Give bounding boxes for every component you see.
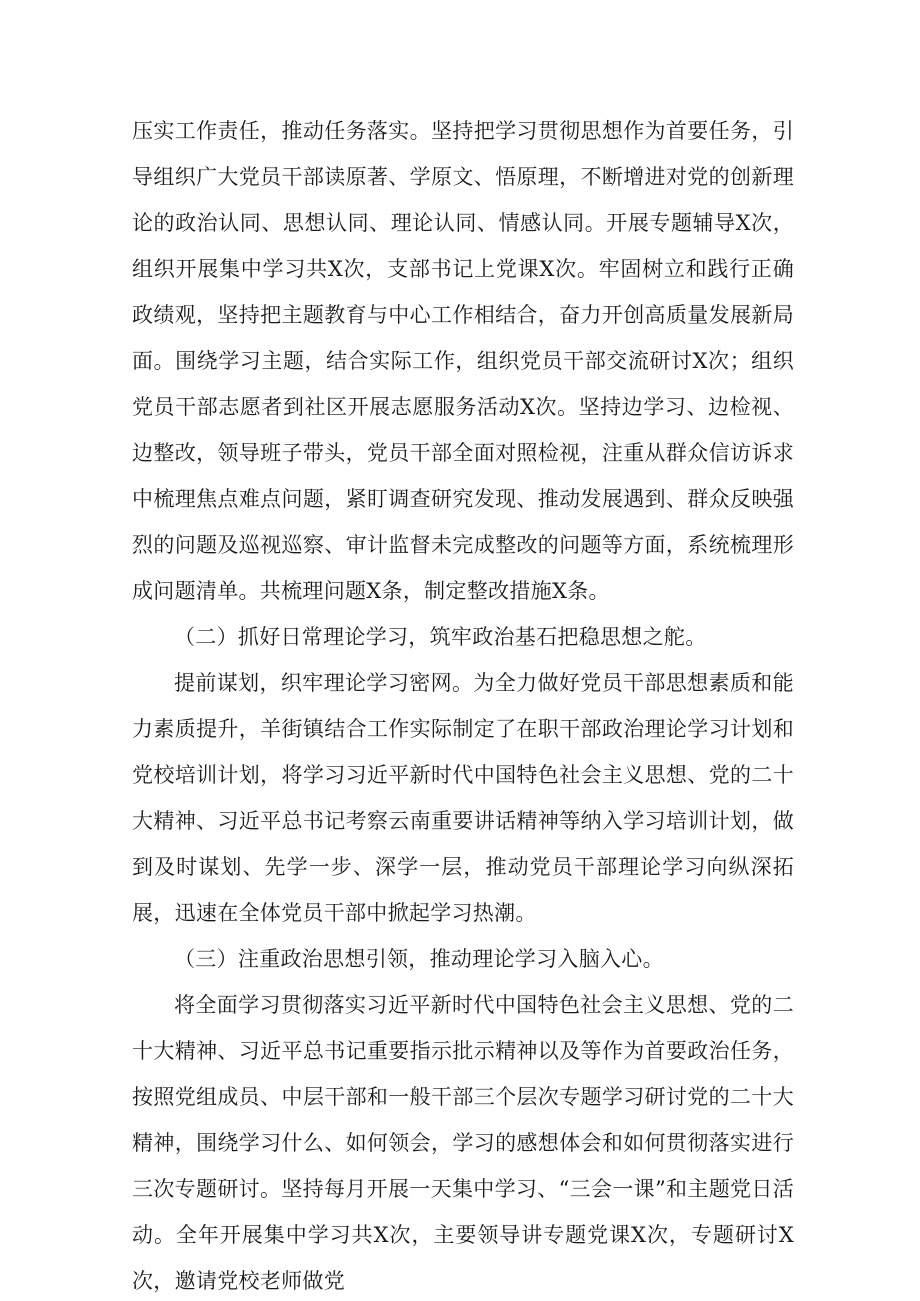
section-heading-3: （三）注重政治思想引领，推动理论学习入脑入心。 bbox=[174, 947, 664, 971]
paragraph-responsibility: 压实工作责任，推动任务落实。坚持把学习贯彻思想作为首要任务，引导组织广大党员干部读原著、学原文、悟原理，不断增进对党的创新理论的政治认同、思想认同、理论认同、情感认同。开展专题辅导X次，组织开展集中学习共X次，支部书记上党课X次。牢固树立和践行正确政绩观，坚持把主题教育与中心工作相结合，奋力开创高质量发展新局面。围绕学习主题，结合实际工作，组织党员干部交流研讨X次；组织党员干部志愿者到社区开展志愿服务活动X次。坚持边学习、边检视、边整改，领导班子带头，党员干部全面对照检视，注重从群众信访诉求中梳理焦点难点问题，紧盯调查研究发现、推动发展遇到、群众反映强烈的问题及巡视巡察、审计监督未完成整改的问题等方面，系统梳理形成问题清单。共梳理问题X条，制定整改措施X条。 bbox=[132, 119, 794, 603]
paragraph-political-guidance: 将全面学习贯彻落实习近平新时代中国特色社会主义思想、党的二十大精神、习近平总书记重要指示批示精神以及等作为首要政治任务，按照党组成员、中层干部和一般干部三个层次专题学习研讨党的二十大精神，围绕学习什么、如何领会，学习的感想体会和如何贯彻落实进行三次专题研讨。坚持每月开展一天集中学习、“三会一课”和主题党日活动。全年开展集中学习共X次，主要领导讲专题党课X次，专题研讨X次，邀请党校老师做党 bbox=[132, 993, 794, 1293]
document-body bbox=[132, 108, 794, 1301]
paragraph-planning: 提前谋划，织牢理论学习密网。为全力做好党员干部思想素质和能力素质提升，羊街镇结合工作实际制定了在职干部政治理论学习计划和党校培训计划，将学习习近平新时代中国特色社会主义思想、党的二十大精神、习近平总书记考察云南重要讲话精神等纳入学习培训计划，做到及时谋划、先学一步、深学一层，推动党员干部理论学习向纵深拓展，迅速在全体党员干部中掀起学习热潮。 bbox=[132, 671, 794, 925]
section-heading-2: （二）抓好日常理论学习，筑牢政治基石把稳思想之舵。 bbox=[174, 625, 707, 649]
